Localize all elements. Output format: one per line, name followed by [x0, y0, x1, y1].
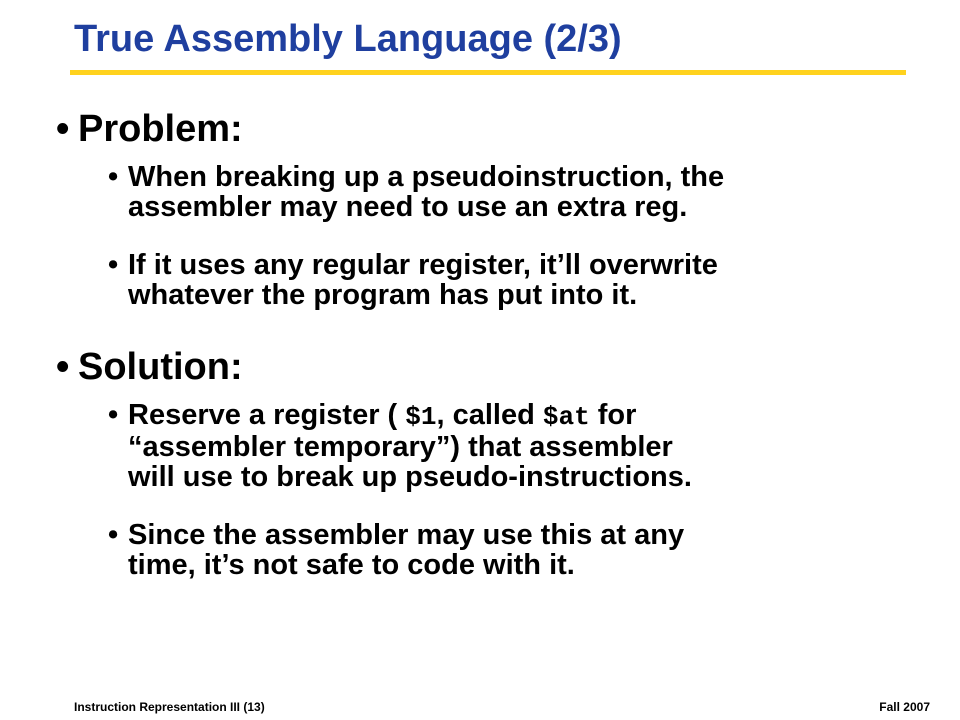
point-line: Since the assembler may use this at any — [128, 519, 685, 551]
footer-right: Fall 2007 — [879, 700, 930, 714]
point-line — [128, 400, 908, 432]
bullet-icon: • — [108, 399, 119, 431]
section-heading: Problem: — [78, 108, 243, 150]
point-line: When breaking up a pseudoinstruction, the — [128, 161, 725, 193]
bullet-icon: • — [56, 108, 70, 150]
bullet-icon: • — [56, 346, 70, 388]
section-heading: Solution: — [78, 346, 243, 388]
point-line: assembler may need to use an extra reg. — [128, 191, 688, 223]
point-line: “assembler temporary”) that assembler — [128, 431, 673, 463]
bullet-icon: • — [108, 161, 119, 193]
register-code: $1 — [405, 402, 437, 432]
register-code: $at — [542, 402, 590, 432]
text-run: , called — [436, 399, 543, 431]
point-line: whatever the program has put into it. — [128, 279, 638, 311]
point-line: time, it’s not safe to code with it. — [128, 549, 575, 581]
bullet-icon: • — [108, 249, 119, 281]
text-run: Reserve a register ( — [128, 399, 406, 431]
text-run: for — [589, 399, 637, 431]
point-line: If it uses any regular register, it’ll overwrite — [128, 249, 718, 281]
point-line: will use to break up pseudo-instructions. — [128, 461, 692, 493]
footer-left: Instruction Representation III (13) — [74, 700, 265, 714]
slide-title: True Assembly Language (2/3) — [74, 18, 622, 60]
title-underline — [70, 70, 906, 75]
bullet-icon: • — [108, 519, 119, 551]
